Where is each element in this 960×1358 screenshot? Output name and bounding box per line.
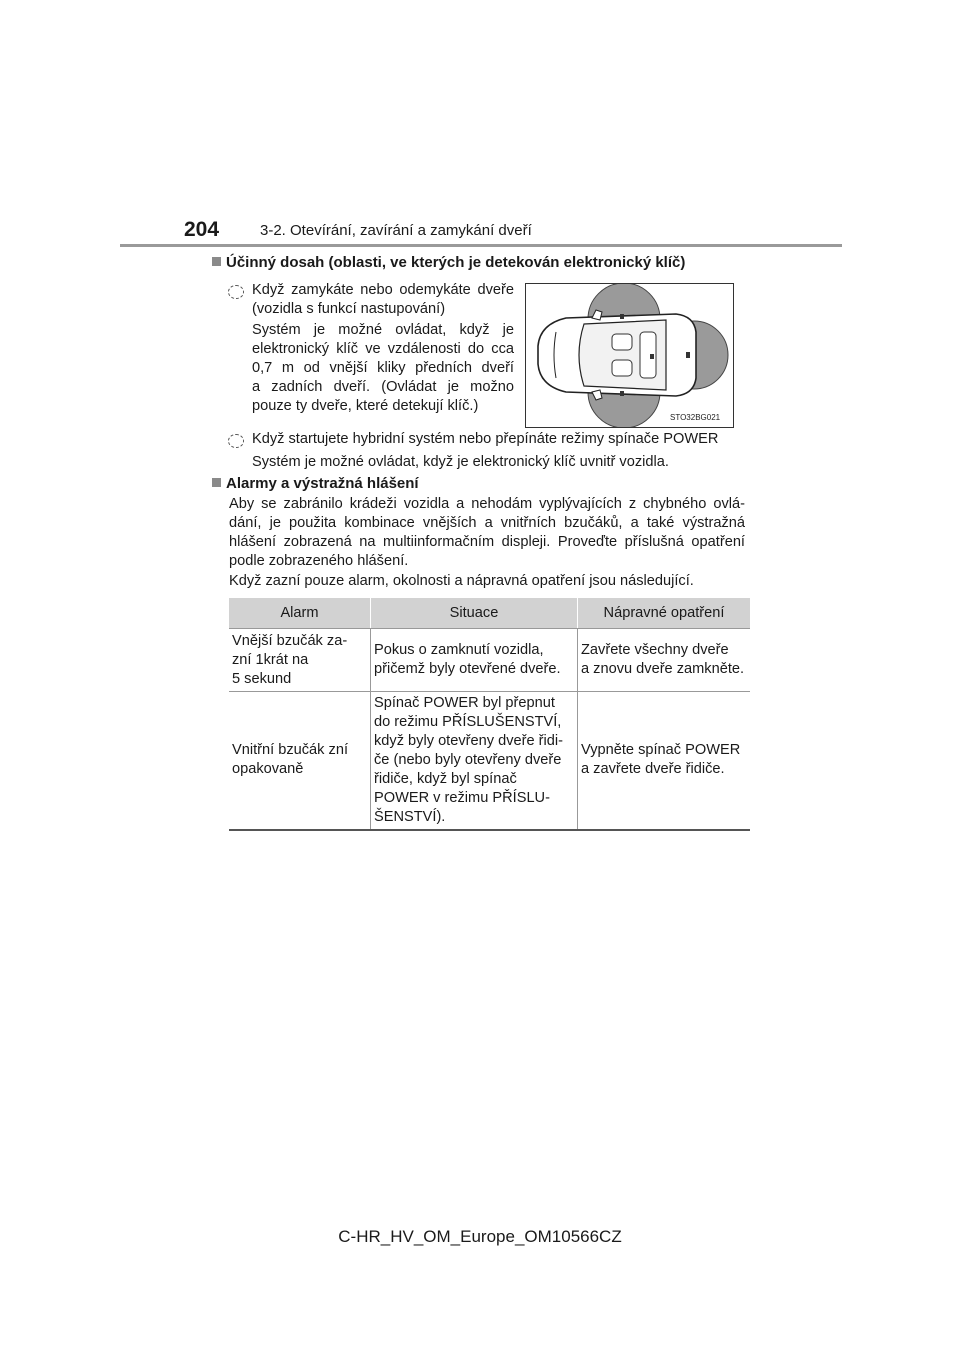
range-figure xyxy=(525,283,734,428)
page-number: 204 xyxy=(184,218,220,241)
cell-line: když byly otevřeny dveře řidi- xyxy=(374,732,563,749)
table-row xyxy=(229,629,750,692)
cell-line: Vypněte spínač POWER xyxy=(581,742,741,759)
section-title: 3-2. Otevírání, zavírání a zamykání dveří xyxy=(260,222,532,239)
car-range-diagram xyxy=(526,284,733,427)
item1-body-line: Systém je možné ovládat, když je xyxy=(252,322,514,338)
section-heading-range-text: Účinný dosah (oblasti, ve kterých je detekován elektronický klíč) xyxy=(226,254,686,271)
cell-line: opakovaně xyxy=(232,761,304,778)
square-bullet-icon xyxy=(212,478,221,487)
cell-line: 5 sekund xyxy=(232,670,292,687)
figure-code: STO32BG021 xyxy=(670,413,721,422)
item1-body xyxy=(252,321,514,416)
item1-body-line: elektronický klíč ve vzdálenosti do cca xyxy=(252,341,514,357)
alarms-paragraph-line: podle zobrazeného hlášení. xyxy=(229,553,409,569)
cell-action xyxy=(578,629,751,692)
antenna-mark xyxy=(620,314,624,319)
alarm-table xyxy=(229,598,750,831)
column-header-alarm: Alarm xyxy=(229,598,371,629)
section-heading-alarms xyxy=(212,475,419,492)
cell-line: Pokus o zamknutí vozidla, xyxy=(374,642,544,658)
cell-line: a zavřete dveře řidiče. xyxy=(581,761,725,778)
antenna-mark xyxy=(686,352,690,358)
item1-title-line2: (vozidla s funkcí nastupování) xyxy=(252,301,446,317)
cell-line: ŠENSTVÍ). xyxy=(374,808,446,825)
column-header-action: Nápravné opatření xyxy=(578,598,751,629)
cell-line: Zavřete všechny dveře xyxy=(581,642,729,658)
alarms-paragraph-line: hlášení zobrazená na multiinformačním displeji. Proveďte příslušná opatření xyxy=(229,534,745,550)
table-row xyxy=(229,692,750,830)
cell-line: POWER v režimu PŘÍSLU- xyxy=(374,789,550,806)
cell-alarm xyxy=(229,629,371,692)
table-header-row xyxy=(229,598,750,629)
cell-line: přičemž byly otevřené dveře. xyxy=(374,661,561,677)
header-rule xyxy=(120,244,842,247)
item2-body: Systém je možné ovládat, když je elektronický klíč uvnitř vozidla. xyxy=(252,454,669,470)
cell-line: Spínač POWER byl přepnut xyxy=(374,694,555,711)
front-seat-left xyxy=(612,334,632,350)
cell-line: a znovu dveře zamkněte. xyxy=(581,661,745,677)
item1-title xyxy=(252,281,514,319)
cell-situation xyxy=(371,692,578,830)
antenna-mark xyxy=(650,354,654,359)
cell-alarm xyxy=(229,692,371,830)
cell-line: Vnitřní bzučák zní xyxy=(232,742,348,759)
item1-title-line1: Když zamykáte nebo odemykáte dveře xyxy=(252,282,514,298)
section-heading-alarms-text: Alarmy a výstražná hlášení xyxy=(226,475,419,492)
square-bullet-icon xyxy=(212,257,221,266)
cell-action xyxy=(578,692,751,830)
item1-body-line: a zadních dveří. (Ovládat je možno xyxy=(252,379,514,395)
dashed-circle-bullet-icon xyxy=(228,285,244,299)
section-heading-range xyxy=(212,254,685,271)
alarms-paragraph xyxy=(229,495,745,571)
front-seat-right xyxy=(612,360,632,376)
footer-doc-id: C-HR_HV_OM_Europe_OM10566CZ xyxy=(338,1227,622,1246)
item2-title: Když startujete hybridní systém nebo přepínáte režimy spínače POWER xyxy=(252,431,719,447)
cell-line: do režimu PŘÍSLUŠENSTVÍ, xyxy=(374,713,562,730)
dashed-circle-bullet-icon xyxy=(228,434,244,448)
alarms-paragraph-line: Aby se zabránilo krádeži vozidla a nehodám vyplývajících z chybného ovlá- xyxy=(229,496,745,512)
column-header-situation: Situace xyxy=(371,598,578,629)
alarms-paragraph-line: dání, je použita kombinace vnějších a vnitřních bzučáků, a také výstražná xyxy=(229,515,745,531)
cell-line: řidiče, když byl spínač xyxy=(374,770,517,787)
item1-body-line: pouze ty dveře, které detekují klíč.) xyxy=(252,398,479,414)
cell-line: zní 1krát na xyxy=(232,651,309,668)
cell-situation xyxy=(371,629,578,692)
item1-body-line: 0,7 m od vnější kliky předních dveří xyxy=(252,360,514,376)
cell-line: če (nebo byly otevřeny dveře xyxy=(374,751,562,768)
antenna-mark xyxy=(620,391,624,396)
alarms-paragraph2: Když zazní pouze alarm, okolnosti a nápravná opatření jsou následující. xyxy=(229,573,694,589)
cell-line: Vnější bzučák za- xyxy=(232,632,348,649)
